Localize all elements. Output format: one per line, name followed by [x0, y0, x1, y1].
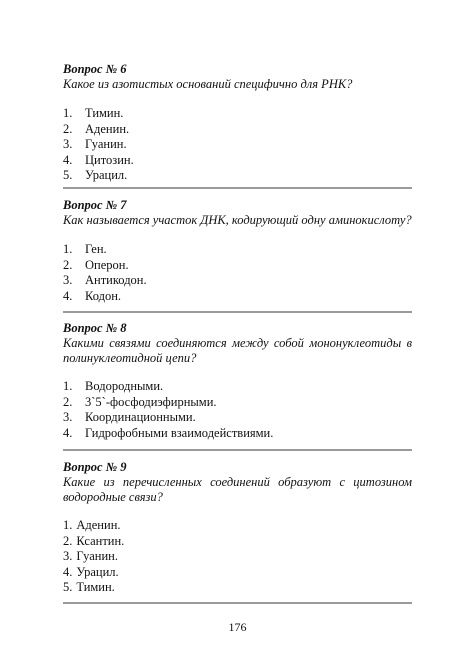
answer-number: 2. [63, 121, 73, 136]
answer-list [63, 379, 412, 441]
section-divider [63, 602, 412, 604]
answer-option [63, 273, 412, 289]
answer-text: Цитозин. [85, 152, 134, 167]
answer-option [63, 395, 412, 411]
answer-number: 2. [63, 533, 73, 548]
answer-text: Гуанин. [85, 137, 127, 151]
answer-number: 2. [63, 257, 73, 272]
answer-option [63, 580, 412, 596]
question-title: Вопрос № 6 [63, 62, 127, 76]
answer-number: 1. [63, 518, 73, 532]
question-text: Какие из перечисленных соединений образуют с цитозином водородные связи? [63, 475, 412, 504]
question-title: Вопрос № 8 [63, 321, 127, 335]
answer-text: Ген. [85, 242, 107, 256]
question-9 [63, 460, 412, 596]
answer-number: 1. [63, 379, 73, 393]
answer-number: 5. [63, 168, 73, 182]
answer-number: 3. [63, 410, 73, 424]
answer-number: 4. [63, 288, 73, 303]
section-divider [63, 187, 412, 189]
answer-option [63, 426, 412, 442]
answer-option [63, 565, 412, 581]
answer-text: Гидрофобными взаимодействиями. [85, 425, 274, 440]
section-divider [63, 449, 412, 451]
answer-list [63, 106, 412, 184]
answer-option [63, 168, 412, 184]
answer-text: Гуанин. [76, 549, 118, 563]
question-text: Как называется участок ДНК, кодирующий одну аминокислоту? [63, 213, 412, 227]
answer-option [63, 518, 412, 534]
answer-option [63, 137, 412, 153]
answer-option [63, 242, 412, 258]
question-title: Вопрос № 9 [63, 460, 127, 474]
answer-number: 3. [63, 273, 73, 287]
answer-text: Тимин. [85, 106, 124, 120]
answer-number: 4. [63, 152, 73, 167]
question-7 [63, 198, 412, 304]
answer-text: Антикодон. [85, 273, 147, 287]
answer-number: 3. [63, 137, 73, 151]
answer-number: 1. [63, 242, 73, 256]
answer-number: 5. [63, 580, 73, 594]
answer-text: Кодон. [85, 288, 122, 303]
answer-list [63, 242, 412, 304]
answer-option [63, 122, 412, 138]
answer-number: 4. [63, 425, 73, 440]
answer-list [63, 518, 412, 596]
answer-option [63, 410, 412, 426]
answer-text: Водородными. [85, 379, 164, 393]
answer-option [63, 258, 412, 274]
answer-text: Урацил. [76, 564, 119, 579]
question-text: Какими связями соединяются между собой мононуклеотиды в полинуклеотидной цепи? [63, 336, 412, 365]
answer-text: 3`5`-фосфодиэфирными. [85, 394, 217, 409]
answer-text: Аденин. [76, 518, 121, 532]
answer-option [63, 289, 412, 305]
answer-text: Урацил. [85, 168, 128, 182]
answer-text: Ксантин. [76, 533, 125, 548]
question-text: Какое из азотистых оснований специфично для РНК? [63, 77, 353, 91]
question-8 [63, 321, 412, 441]
answer-number: 3. [63, 549, 73, 563]
answer-option [63, 153, 412, 169]
answer-option [63, 379, 412, 395]
page-number: 176 [228, 620, 247, 634]
question-title: Вопрос № 7 [63, 198, 127, 212]
section-divider [63, 311, 412, 313]
question-6 [63, 62, 412, 184]
answer-number: 2. [63, 394, 73, 409]
answer-option [63, 534, 412, 550]
answer-number: 4. [63, 564, 73, 579]
answer-number: 1. [63, 106, 73, 120]
answer-text: Тимин. [76, 580, 115, 594]
answer-option [63, 549, 412, 565]
answer-text: Аденин. [85, 121, 130, 136]
answer-option [63, 106, 412, 122]
answer-text: Оперон. [85, 257, 129, 272]
answer-text: Координационными. [85, 410, 196, 424]
